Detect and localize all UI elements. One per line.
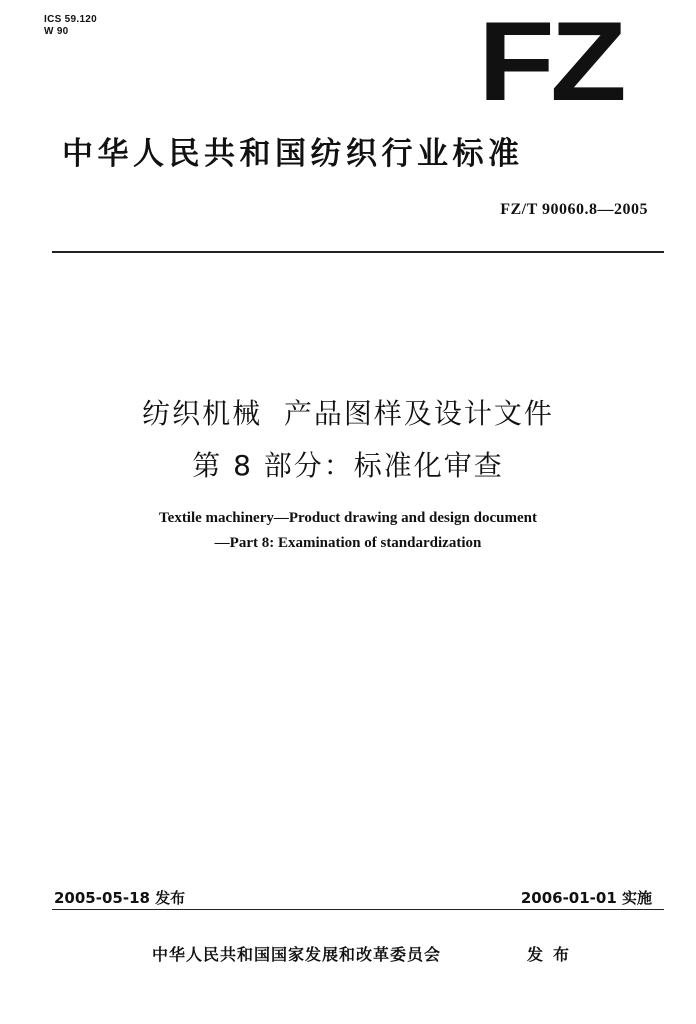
fz-logo: FZ xyxy=(478,0,623,124)
title-en-line2: —Part 8: Examination of standardization xyxy=(214,535,482,551)
title-en-line1: Textile machinery—Product drawing and design document xyxy=(159,510,537,526)
release-label: 发布 xyxy=(527,945,580,964)
issuing-authority: 中华人民共和国国家发展和改革委员会 xyxy=(152,945,442,964)
header-divider xyxy=(52,251,664,253)
classification-codes xyxy=(44,14,97,38)
title-cn-line2: 第 8 部分：标准化审查 xyxy=(192,449,504,482)
implement-date: 2006-01-01 实施 xyxy=(520,889,652,907)
industry-standard-title: 中华人民共和国纺织行业标准 xyxy=(62,136,524,172)
footer-divider xyxy=(52,909,664,910)
title-cn-line1: 纺织机械 产品图样及设计文件 xyxy=(142,397,554,430)
standard-number: FZ/T 90060.8—2005 xyxy=(500,201,648,218)
issue-date: 2005-05-18 发布 xyxy=(54,889,186,907)
category-code: W 90 xyxy=(44,26,69,37)
ics-code: ICS 59.120 xyxy=(44,14,98,25)
